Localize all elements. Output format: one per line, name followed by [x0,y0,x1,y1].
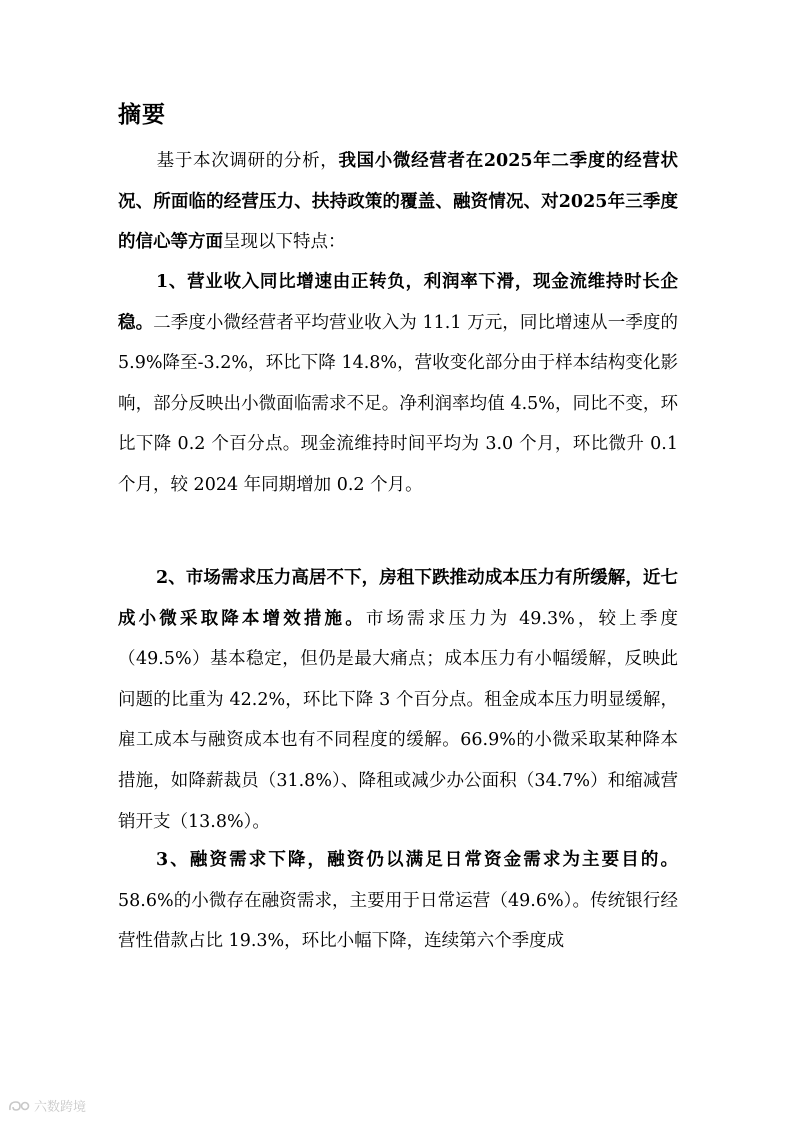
watermark [8,1096,86,1115]
finding-3-heading: 3、融资需求下降，融资仍以满足日常资金需求为主要目的。 [156,850,678,870]
finding-1-paragraph [118,262,678,506]
finding-2-body: 市场需求压力为 49.3%，较上季度（49.5%）基本稳定，但仍是最大痛点；成本压力有小幅缓解，反映此问题的比重为 42.2%，环比下降 3 个百分点。租金成本压力明显缓解，雇工成本与融资成本也有不同程度的缓解。66.9%的小微采取某种降本措施，如降薪裁员（31.8%）、降租或减少办公面积（34.7%）和缩减营销开支（13.8%）。 [118,608,679,832]
watermark-logo-icon [8,1099,30,1113]
finding-3-paragraph [118,840,678,962]
finding-2-paragraph [118,558,678,842]
finding-2-heading: 2、市场需求压力高居不下，房租下跌推动成本压力有所缓解，近七成小微采取降本增效措施。 [118,568,678,629]
intro-rest-text: 呈现以下特点： [223,232,346,253]
finding-1-body: 二季度小微经营者平均营业收入为 11.1 万元，同比增速从一季度的 5.9%降至-3.2%，环比下降 14.8%，营收变化部分由于样本结构变化影响，部分反映出小微面临需求不足。净利润率均值 4.5%，同比不变，环比下降 0.2 个百分点。现金流维持时间平均为 3.0 个月，环比微升 0.1 个月，较 2024 年同期增加 0.2 个月。 [118,312,679,495]
intro-text: 基于本次调研的分析， [156,151,339,171]
watermark-text: 六数跨境 [34,1100,87,1115]
intro-paragraph [118,141,678,263]
finding-3-body: 58.6%的小微存在融资需求，主要用于日常运营（49.6%）。传统银行经营性借款占比 19.3%，环比小幅下降，连续第六个季度成 [118,890,678,952]
abstract-heading: 摘要 [118,101,166,128]
intro-bold-text: 我国小微经营者在2025年二季度的经营状况、所面临的经营压力、扶持政策的覆盖、融资情况、对2025年三季度的信心等方面 [118,151,678,253]
finding-1-heading: 1、营业收入同比增速由正转负，利润率下滑，现金流维持时长企稳。 [118,272,678,333]
